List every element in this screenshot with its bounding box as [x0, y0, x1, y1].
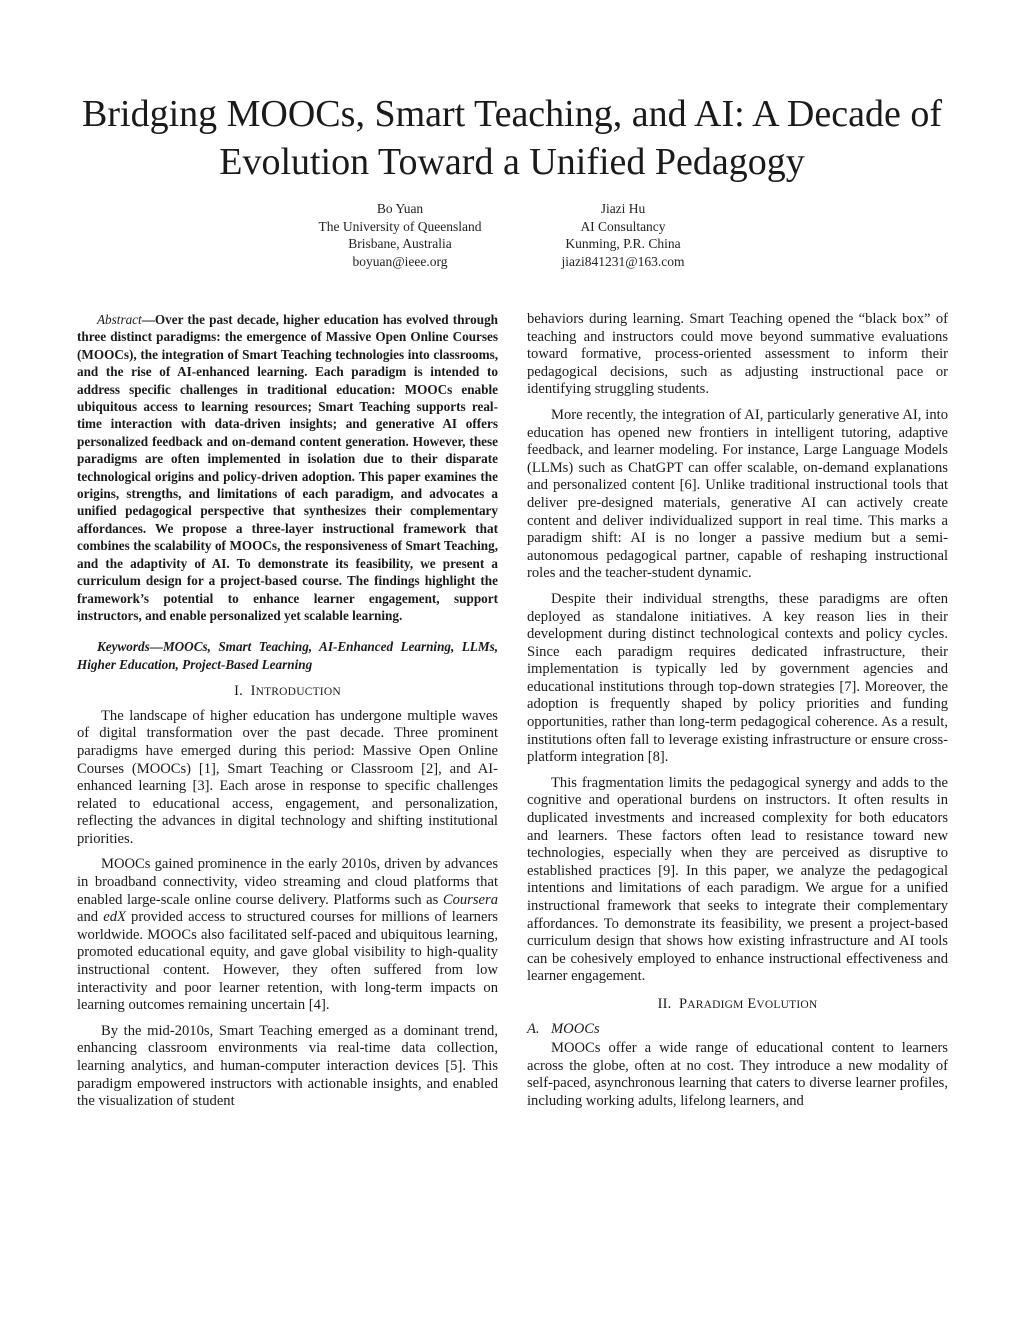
- author-1: [270, 200, 530, 270]
- section-rest: ARADIGM: [687, 998, 744, 1011]
- paper-title: Bridging MOOCs, Smart Teaching, and AI: A Decade of Evolution Toward a Unified Pedagogy: [82, 93, 942, 183]
- author-location: Kunming, P.R. China: [565, 236, 681, 251]
- author-name: Jiazi Hu: [600, 201, 646, 216]
- subsection-title: MOOCs: [551, 1020, 600, 1037]
- intro-paragraph-2: [77, 856, 498, 1014]
- text-run: and: [77, 909, 104, 926]
- abstract-dash: —: [141, 312, 155, 327]
- author-name: Bo Yuan: [376, 201, 424, 216]
- left-column: [77, 311, 498, 1119]
- author-affiliation: The University of Queensland: [318, 218, 482, 234]
- author-email: boyuan@ieee.org: [352, 253, 448, 269]
- intro-paragraph-4: More recently, the integration of AI, particularly generative AI, into education has opened new frontiers in intelligent tutoring, adaptive feedback, and learner modeling. For instance, Large Language Models (LLMs) such as ChatGPT can offer scalable, on-demand explanations and personalized content [6]. Unlike traditional instructional tools that deliver pre-designed materials, generative AI can actively create content and deliver individualized support in real time. This marks a paradigm shift: AI is no longer a passive medium but a semi-autonomous pedagogical partner, capable of reshaping instructional roles and the teacher-student dynamic.: [527, 406, 948, 582]
- section-number: I.: [234, 683, 243, 700]
- abstract-text: Over the past decade, higher education has evolved through three distinct paradigms: the emergence of Massive Open Online Courses (MOOCs), the integration of Smart Teaching technologies into classrooms, and the rise of AI-enhanced learning. Each paradigm is intended to address specific challenges in traditional education: MOOCs enable ubiquitous access to learning resources; Smart Teaching supports real-time interaction with data-driven insights; and generative AI offers personalized feedback and on-demand content generation. However, these paradigms are often implemented in isolation due to their disparate technological origins and policy-driven adoption. This paper examines the origins, strengths, and limitations of each paradigm, and advocates a unified pedagogical perspective that synthesizes their complementary affordances. We propose a three-layer instructional framework that combines the scalability of MOOCs, the responsiveness of Smart Teaching, and the adaptivity of AI. To demonstrate its feasibility, we present a curriculum design for a project-based course. The findings highlight the framework’s potential to enhance learner engagement, support instructors, and enable personalized yet scalable learning.: [77, 312, 498, 623]
- section-initial: E: [747, 995, 757, 1012]
- subsection-heading-moocs: [527, 1021, 948, 1039]
- author-email: jiazi841231@163.com: [561, 253, 685, 269]
- author-affiliation: AI Consultancy: [580, 218, 666, 234]
- abstract-label: Abstract: [97, 312, 142, 327]
- moocs-paragraph-1: MOOCs offer a wide range of educational content to learners across the globe, often at no cost. They introduce a new modality of self-paced, asynchronous learning that caters to diverse learner profiles, including working adults, lifelong learners, and: [527, 1040, 948, 1109]
- section-heading-introduction: [77, 683, 498, 702]
- intro-paragraph-3-continued: behaviors during learning. Smart Teaching opened the “black box” of teaching and instructors could move beyond summative evaluations toward formative, process-oriented assessment to inform their pedagogical decisions, such as adjusting instructional pace or identifying struggling students.: [527, 311, 948, 398]
- platform-coursera: Coursera: [442, 891, 498, 908]
- text-run: provided access to structured courses for millions of learners worldwide. MOOCs also facilitated self-paced and ubiquitous learning, promoted educational equity, and gave global visibility to high-quality instructional content. However, they often suffered from low interactivity and poor learner retention, with long-term impacts on learning outcomes remaining uncertain [4].: [77, 909, 498, 1014]
- section-heading-paradigm-evolution: [527, 996, 948, 1015]
- section-rest: VOLUTION: [756, 998, 818, 1011]
- subsection-number: A.: [527, 1020, 540, 1037]
- keywords: Keywords—MOOCs, Smart Teaching, AI-Enhanced Learning, LLMs, Higher Education, Project-Based Learning: [77, 639, 498, 672]
- intro-paragraph-3: By the mid-2010s, Smart Teaching emerged as a dominant trend, enhancing classroom environments via real-time data collection, learning analytics, and human-computer interaction devices [5]. This paradigm empowered instructors with actionable insights, and enabled the visualization of student: [77, 1022, 498, 1110]
- section-rest: NTRODUCTION: [255, 686, 341, 699]
- abstract: [77, 311, 498, 624]
- section-number: II.: [657, 995, 672, 1012]
- section-initial: I: [250, 683, 256, 700]
- section-initial: P: [679, 995, 688, 1012]
- text-run: MOOCs gained prominence in the early 2010s, driven by advances in broadband connectivity, video streaming and cloud platforms that enabled large-scale online course delivery. Platforms such as: [77, 856, 498, 908]
- intro-paragraph-6: This fragmentation limits the pedagogical synergy and adds to the cognitive and operational burdens on instructors. It often results in duplicated investments and increased complexity for both educators and learners. These factors often lead to resistance toward new technologies, especially when they are perceived as disruptive to established practices [9]. In this paper, we analyze the pedagogical intentions and limitations of each paradigm. We argue for a unified instructional framework that seeks to integrate their complementary affordances. To demonstrate its feasibility, we present a project-based curriculum design that shows how existing infrastructure and AI tools can be cohesively employed to enhance instructional effectiveness and learner engagement.: [527, 774, 948, 985]
- platform-edx: edX: [103, 909, 126, 926]
- intro-paragraph-5: Despite their individual strengths, these paradigms are often deployed as standalone initiatives. A key reason lies in their development during distinct technological contexts and policy cycles. Since each paradigm requires dedicated infrastructure, their implementation is typically led by government agencies and educational institutions through top-down strategies [7]. Moreover, the adoption is frequently shaped by policy priorities and funding opportunities, rather than long-term pedagogical coherence. As a result, institutions often fall to leverage existing infrastructure or ensure cross-platform integration [8].: [527, 590, 948, 766]
- right-column: [527, 311, 948, 1119]
- intro-paragraph-1: The landscape of higher education has undergone multiple waves of digital transformation over the past decade. Three prominent paradigms have emerged during this period: Massive Open Online Courses (MOOCs) [1], Smart Teaching or Classroom [2], and AI-enhanced learning [3]. Each arose in response to specific challenges related to educational access, engagement, and personalization, reflecting the advances in digital technology and shifting institutional priorities.: [77, 707, 498, 847]
- author-location: Brisbane, Australia: [348, 236, 452, 251]
- author-2: [493, 200, 753, 270]
